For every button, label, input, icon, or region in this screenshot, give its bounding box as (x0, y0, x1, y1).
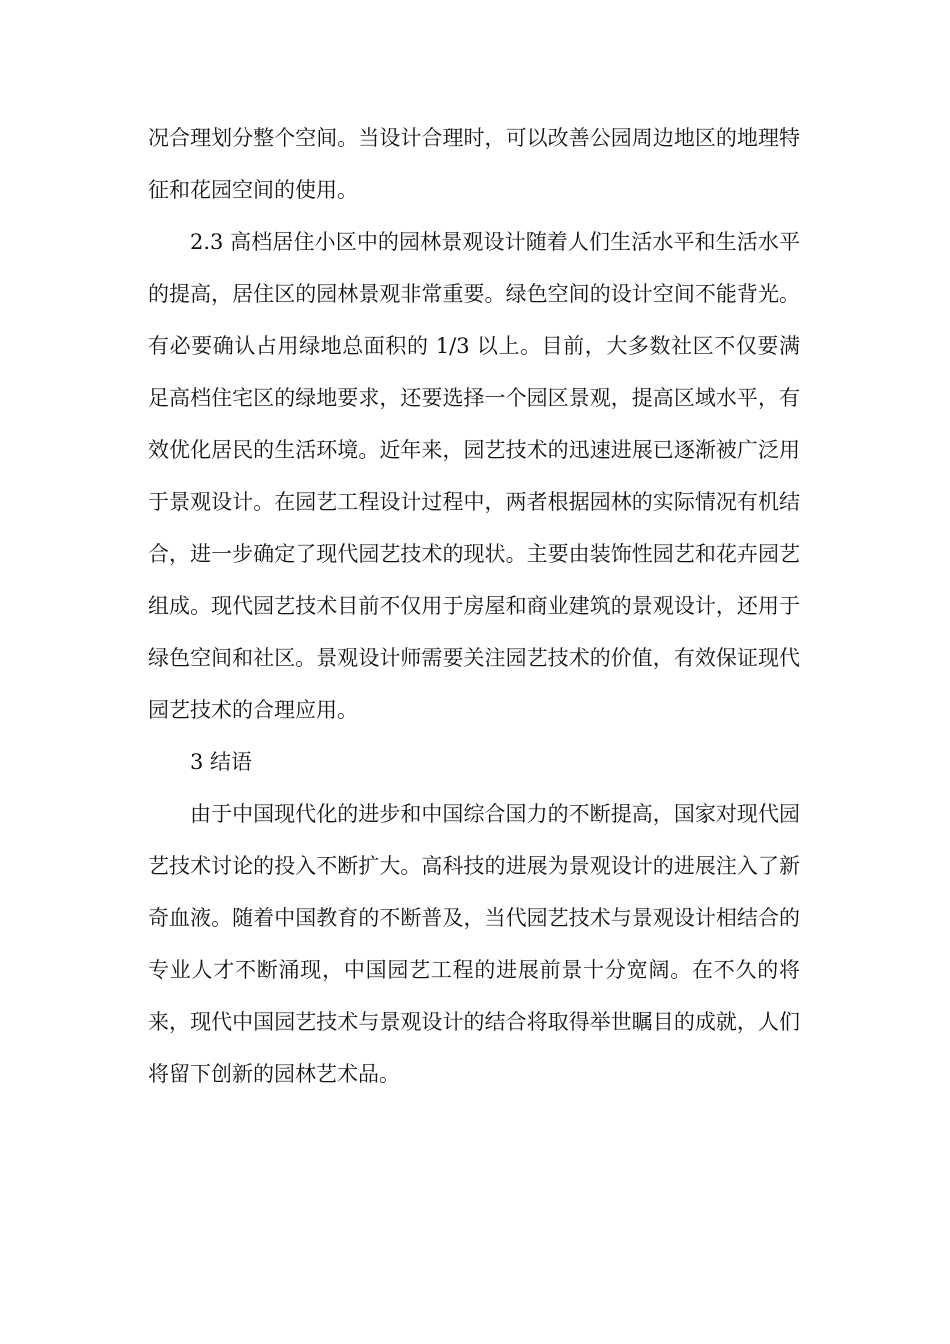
document-page (148, 112, 800, 1100)
paragraph-conclusion: 由于中国现代化的进步和中国综合国力的不断提高，国家对现代园艺技术讨论的投入不断扩大。高科技的进展为景观设计的进展注入了新奇血液。随着中国教育的不断普及，当代园艺技术与景观设计相结合的专业人才不断涌现，中国园艺工程的进展前景十分宽阔。在不久的将来，现代中国园艺技术与景观设计的结合将取得举世瞩目的成就，人们将留下创新的园林艺术品。 (148, 802, 800, 1086)
paragraph-section-2-3: 2.3 高档居住小区中的园林景观设计随着人们生活水平和生活水平的提高，居住区的园林景观非常重要。绿色空间的设计空间不能背光。有必要确认占用绿地总面积的 1/3 以上。目前，大多数社区不仅要满足高档住宅区的绿地要求，还要选择一个园区景观，提高区域水平，有效优化居民的生活环境。近年来，园艺技术的迅速进展已逐渐被广泛用于景观设计。在园艺工程设计过程中，两者根据园林的实际情况有机结合，进一步确定了现代园艺技术的现状。主要由装饰性园艺和花卉园艺组成。现代园艺技术目前不仅用于房屋和商业建筑的景观设计，还用于绿色空间和社区。景观设计师需要关注园艺技术的价值，有效保证现代园艺技术的合理应用。 (148, 230, 800, 722)
paragraph-continuation: 况合理划分整个空间。当设计合理时，可以改善公园周边地区的地理特征和花园空间的使用。 (148, 126, 800, 202)
section-heading-conclusion: 3 结语 (190, 750, 253, 774)
